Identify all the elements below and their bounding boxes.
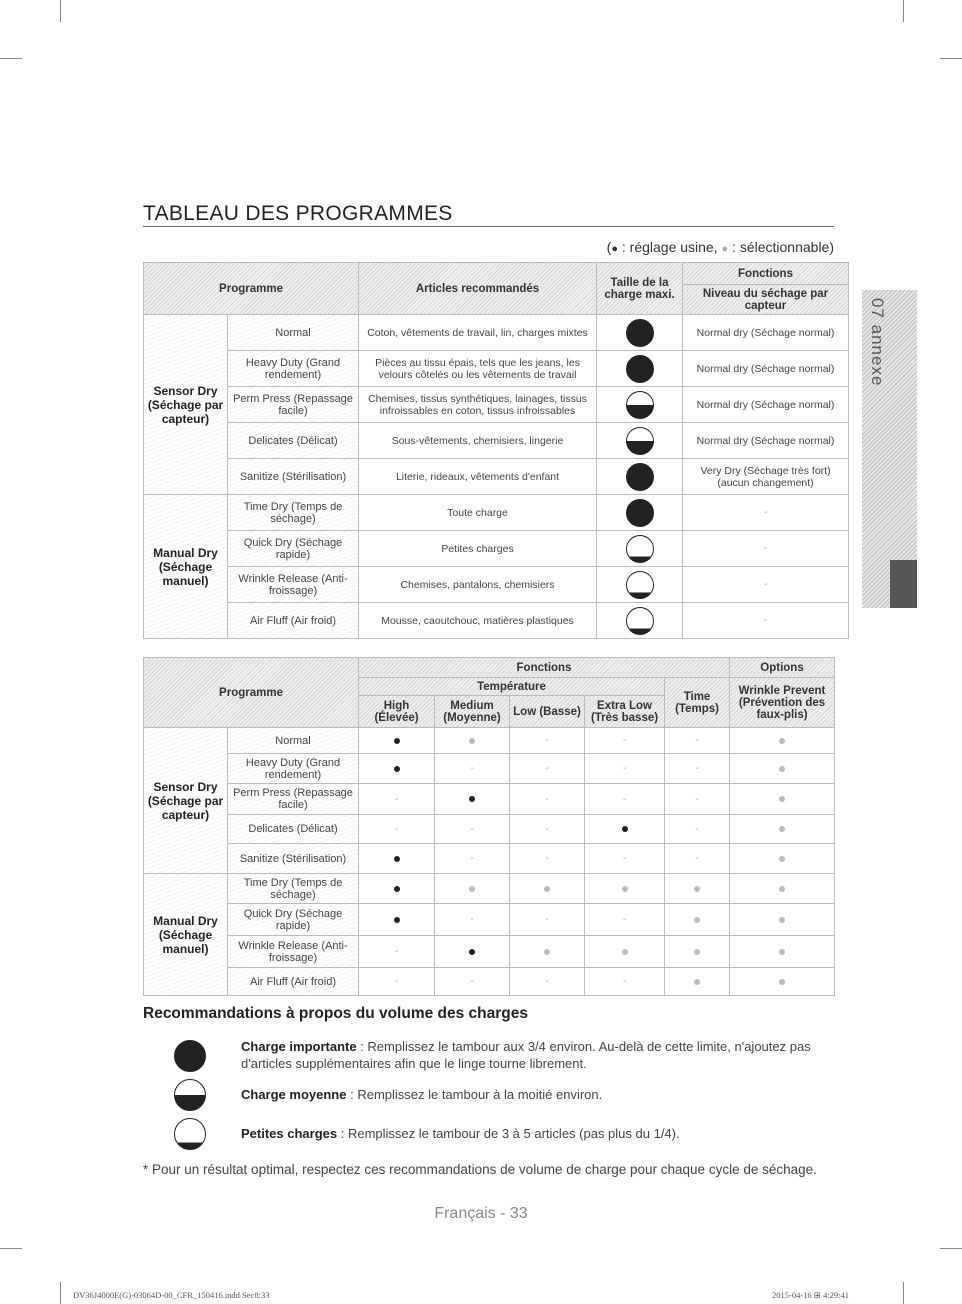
header-articles: Articles recommandés bbox=[359, 263, 597, 315]
table-row bbox=[144, 815, 835, 844]
table-row bbox=[144, 754, 835, 784]
selectable-dot-icon bbox=[779, 886, 785, 892]
header-functions: Fonctions bbox=[359, 658, 730, 678]
load-small-icon bbox=[626, 571, 654, 599]
table-row bbox=[144, 387, 849, 423]
crop-mark bbox=[940, 1248, 962, 1249]
cell-wrinkle-prevent bbox=[730, 728, 835, 754]
group-label: Manual Dry (Séchage manuel) bbox=[144, 874, 228, 996]
cell-high: - bbox=[359, 784, 435, 815]
cell-low: - bbox=[510, 784, 585, 815]
recommendation-medium bbox=[241, 1086, 831, 1103]
recommended-articles: Sous-vêtements, chemisiers, lingerie bbox=[359, 423, 597, 459]
cell-time: - bbox=[665, 844, 730, 874]
dry-level: - bbox=[683, 567, 849, 603]
programme-name: Air Fluff (Air froid) bbox=[228, 603, 359, 639]
table-row bbox=[144, 531, 849, 567]
cell-high: - bbox=[359, 936, 435, 968]
cell-low: - bbox=[510, 815, 585, 844]
header-options: Options bbox=[730, 658, 835, 678]
selectable-dot-icon bbox=[469, 886, 475, 892]
recommended-articles: Coton, vêtements de travail, lin, charges mixtes bbox=[359, 315, 597, 351]
table-row bbox=[144, 567, 849, 603]
cell-high bbox=[359, 874, 435, 904]
selectable-dot-icon bbox=[694, 949, 700, 955]
cell-wrinkle-prevent bbox=[730, 784, 835, 815]
cell-wrinkle-prevent bbox=[730, 968, 835, 996]
programme-name: Quick Dry (Séchage rapide) bbox=[228, 904, 359, 936]
selectable-dot-icon bbox=[694, 886, 700, 892]
table-row bbox=[144, 495, 849, 531]
cell-low: - bbox=[510, 728, 585, 754]
crop-mark bbox=[60, 0, 61, 22]
cell-low bbox=[510, 874, 585, 904]
chapter-label: 07 annexe bbox=[868, 298, 887, 387]
load-large-icon bbox=[626, 463, 654, 491]
recommendation-large bbox=[241, 1038, 831, 1072]
cell-time bbox=[665, 904, 730, 936]
load-icon-large bbox=[174, 1040, 206, 1072]
cell-high bbox=[359, 904, 435, 936]
cell-medium bbox=[435, 936, 510, 968]
selectable-dot-icon bbox=[622, 949, 628, 955]
selectable-dot-icon bbox=[779, 766, 785, 772]
footer-file-name: DV36J4000E(G)-03064D-00_CFR_150416.indd Sec8:33 bbox=[73, 1290, 270, 1300]
cell-low: - bbox=[510, 904, 585, 936]
recommended-articles: Petites charges bbox=[359, 531, 597, 567]
cell-time bbox=[665, 936, 730, 968]
load-large-icon bbox=[626, 499, 654, 527]
table-row bbox=[144, 784, 835, 815]
cell-wrinkle-prevent bbox=[730, 904, 835, 936]
programme-name: Delicates (Délicat) bbox=[228, 815, 359, 844]
cell-low: - bbox=[510, 844, 585, 874]
recommendation-label: Charge importante bbox=[241, 1039, 357, 1054]
selectable-dot-icon bbox=[694, 917, 700, 923]
factory-setting-dot-icon bbox=[394, 766, 400, 772]
legend-open: ( bbox=[606, 239, 612, 255]
programme-name: Normal bbox=[228, 315, 359, 351]
table-row bbox=[144, 936, 835, 968]
title-rule bbox=[143, 226, 834, 227]
cell-medium bbox=[435, 784, 510, 815]
selectable-dot-icon bbox=[622, 886, 628, 892]
dry-level: Normal dry (Séchage normal) bbox=[683, 387, 849, 423]
table-row bbox=[144, 315, 849, 351]
cell-extra-low: - bbox=[585, 904, 665, 936]
load-small-icon bbox=[626, 607, 654, 635]
legend bbox=[607, 239, 834, 255]
header-temperature: Température bbox=[359, 678, 665, 696]
factory-setting-dot-icon bbox=[622, 826, 628, 832]
table-row bbox=[144, 351, 849, 387]
table-row bbox=[144, 844, 835, 874]
header-dry-level: Niveau du séchage par capteur bbox=[683, 285, 849, 315]
load-size-cell bbox=[597, 567, 683, 603]
programme-name: Sanitize (Stérilisation) bbox=[228, 459, 359, 495]
recommended-articles: Toute charge bbox=[359, 495, 597, 531]
crop-mark bbox=[903, 0, 904, 22]
cell-extra-low: - bbox=[585, 728, 665, 754]
header-functions: Fonctions bbox=[683, 263, 849, 285]
cell-extra-low bbox=[585, 815, 665, 844]
cell-extra-low: - bbox=[585, 784, 665, 815]
factory-setting-dot-icon bbox=[469, 796, 475, 802]
header-programme: Programme bbox=[144, 263, 359, 315]
selectable-dot-icon bbox=[779, 917, 785, 923]
factory-setting-dot-icon bbox=[394, 886, 400, 892]
cell-medium: - bbox=[435, 968, 510, 996]
recommendation-text: : Remplissez le tambour de 3 à 5 articles (pas plus du 1/4). bbox=[337, 1126, 680, 1141]
programme-name: Heavy Duty (Grand rendement) bbox=[228, 754, 359, 784]
recommendation-small bbox=[241, 1125, 831, 1142]
dry-level: Normal dry (Séchage normal) bbox=[683, 423, 849, 459]
recommendation-label: Petites charges bbox=[241, 1126, 338, 1141]
large-load-icon bbox=[174, 1040, 206, 1072]
recommendation-text: : Remplissez le tambour à la moitié environ. bbox=[346, 1087, 603, 1102]
programme-name: Sanitize (Stérilisation) bbox=[228, 844, 359, 874]
load-small-icon bbox=[626, 535, 654, 563]
footer-timestamp: 2015-04-16 ⊞ 4:29:41 bbox=[772, 1290, 850, 1300]
load-icon-medium bbox=[174, 1079, 206, 1111]
chapter-tab-marker bbox=[890, 560, 917, 608]
cell-time: - bbox=[665, 728, 730, 754]
group-label: Sensor Dry (Séchage par capteur) bbox=[144, 728, 228, 874]
footnote: * Pour un résultat optimal, respectez ces recommandations de volume de charge pour chaque cycle de séchage. bbox=[143, 1162, 817, 1177]
cell-extra-low: - bbox=[585, 844, 665, 874]
crop-mark bbox=[903, 1282, 904, 1304]
dry-level: - bbox=[683, 531, 849, 567]
recommended-articles: Literie, rideaux, vêtements d'enfant bbox=[359, 459, 597, 495]
programme-name: Perm Press (Repassage facile) bbox=[228, 784, 359, 815]
cell-medium: - bbox=[435, 904, 510, 936]
cell-wrinkle-prevent bbox=[730, 844, 835, 874]
cell-wrinkle-prevent bbox=[730, 754, 835, 784]
header-extra-low: Extra Low (Très basse) bbox=[585, 696, 665, 728]
cell-wrinkle-prevent bbox=[730, 874, 835, 904]
cell-high bbox=[359, 844, 435, 874]
programme-name: Perm Press (Repassage facile) bbox=[228, 387, 359, 423]
group-label: Sensor Dry (Séchage par capteur) bbox=[144, 315, 228, 495]
programme-table bbox=[143, 262, 849, 639]
dry-level: Normal dry (Séchage normal) bbox=[683, 315, 849, 351]
legend-factory-dot: ● bbox=[611, 243, 618, 255]
crop-mark bbox=[0, 58, 22, 59]
group-label: Manual Dry (Séchage manuel) bbox=[144, 495, 228, 639]
load-size-cell bbox=[597, 387, 683, 423]
header-wrinkle-prevent: Wrinkle Prevent (Prévention des faux-plis) bbox=[730, 678, 835, 728]
load-size-cell bbox=[597, 603, 683, 639]
load-size-cell bbox=[597, 315, 683, 351]
selectable-dot-icon bbox=[779, 796, 785, 802]
cell-medium: - bbox=[435, 844, 510, 874]
cell-time: - bbox=[665, 784, 730, 815]
programme-name: Normal bbox=[228, 728, 359, 754]
cell-time: - bbox=[665, 754, 730, 784]
table-row bbox=[144, 874, 835, 904]
table-row bbox=[144, 423, 849, 459]
header-programme: Programme bbox=[144, 658, 359, 728]
selectable-dot-icon bbox=[694, 979, 700, 985]
load-icon-small bbox=[174, 1118, 206, 1150]
programme-name: Time Dry (Temps de séchage) bbox=[228, 495, 359, 531]
recommended-articles: Mousse, caoutchouc, matières plastiques bbox=[359, 603, 597, 639]
load-large-icon bbox=[626, 319, 654, 347]
cell-extra-low: - bbox=[585, 968, 665, 996]
cell-extra-low: - bbox=[585, 754, 665, 784]
factory-setting-dot-icon bbox=[394, 917, 400, 923]
selectable-dot-icon bbox=[469, 738, 475, 744]
header-time: Time (Temps) bbox=[665, 678, 730, 728]
page-title: TABLEAU DES PROGRAMMES bbox=[143, 202, 453, 225]
dry-level: - bbox=[683, 603, 849, 639]
cell-low: - bbox=[510, 754, 585, 784]
cell-medium bbox=[435, 728, 510, 754]
recommendations-title: Recommandations à propos du volume des charges bbox=[143, 1005, 529, 1022]
programme-name: Quick Dry (Séchage rapide) bbox=[228, 531, 359, 567]
load-size-cell bbox=[597, 531, 683, 567]
cell-high bbox=[359, 728, 435, 754]
table-row bbox=[144, 459, 849, 495]
cell-low bbox=[510, 936, 585, 968]
programme-name: Heavy Duty (Grand rendement) bbox=[228, 351, 359, 387]
header-low: Low (Basse) bbox=[510, 696, 585, 728]
dry-level: Normal dry (Séchage normal) bbox=[683, 351, 849, 387]
selectable-dot-icon bbox=[779, 738, 785, 744]
cell-high bbox=[359, 754, 435, 784]
load-medium-icon bbox=[626, 427, 654, 455]
table-row bbox=[144, 603, 849, 639]
table-row bbox=[144, 968, 835, 996]
header-medium: Medium (Moyenne) bbox=[435, 696, 510, 728]
recommended-articles: Pièces au tissu épais, tels que les jeans, les velours côtelés ou les vêtements de travail bbox=[359, 351, 597, 387]
header-load-size: Taille de la charge maxi. bbox=[597, 263, 683, 315]
cell-wrinkle-prevent bbox=[730, 815, 835, 844]
cell-time bbox=[665, 968, 730, 996]
functions-options-table bbox=[143, 657, 835, 996]
legend-selectable-dot: ● bbox=[721, 243, 729, 255]
cell-high: - bbox=[359, 968, 435, 996]
dry-level: - bbox=[683, 495, 849, 531]
medium-load-icon bbox=[174, 1079, 206, 1111]
selectable-dot-icon bbox=[544, 949, 550, 955]
load-size-cell bbox=[597, 351, 683, 387]
selectable-dot-icon bbox=[779, 856, 785, 862]
dry-level: Very Dry (Séchage très fort) (aucun changement) bbox=[683, 459, 849, 495]
cell-high: - bbox=[359, 815, 435, 844]
selectable-dot-icon bbox=[779, 949, 785, 955]
factory-setting-dot-icon bbox=[394, 856, 400, 862]
crop-mark bbox=[60, 1282, 61, 1304]
load-size-cell bbox=[597, 423, 683, 459]
load-size-cell bbox=[597, 459, 683, 495]
table-row bbox=[144, 904, 835, 936]
selectable-dot-icon bbox=[779, 979, 785, 985]
cell-medium: - bbox=[435, 815, 510, 844]
programme-name: Time Dry (Temps de séchage) bbox=[228, 874, 359, 904]
crop-mark bbox=[940, 58, 962, 59]
cell-time bbox=[665, 874, 730, 904]
page-number: Français - 33 bbox=[434, 1205, 528, 1222]
selectable-dot-icon bbox=[779, 826, 785, 832]
cell-wrinkle-prevent bbox=[730, 936, 835, 968]
cell-time: - bbox=[665, 815, 730, 844]
table-row bbox=[144, 728, 835, 754]
legend-factory-label: : réglage usine, bbox=[617, 239, 722, 255]
cell-medium bbox=[435, 874, 510, 904]
small-load-icon bbox=[174, 1118, 206, 1150]
load-large-icon bbox=[626, 355, 654, 383]
cell-extra-low bbox=[585, 874, 665, 904]
programme-name: Air Fluff (Air froid) bbox=[228, 968, 359, 996]
programme-name: Wrinkle Release (Anti-froissage) bbox=[228, 567, 359, 603]
factory-setting-dot-icon bbox=[394, 738, 400, 744]
chapter-side-tab bbox=[862, 290, 917, 608]
programme-name: Delicates (Délicat) bbox=[228, 423, 359, 459]
load-size-cell bbox=[597, 495, 683, 531]
cell-medium: - bbox=[435, 754, 510, 784]
factory-setting-dot-icon bbox=[469, 949, 475, 955]
cell-extra-low bbox=[585, 936, 665, 968]
crop-mark bbox=[0, 1248, 22, 1249]
load-medium-icon bbox=[626, 391, 654, 419]
programme-name: Wrinkle Release (Anti-froissage) bbox=[228, 936, 359, 968]
legend-selectable-label: : sélectionnable) bbox=[728, 239, 834, 255]
cell-low: - bbox=[510, 968, 585, 996]
selectable-dot-icon bbox=[544, 886, 550, 892]
recommended-articles: Chemises, tissus synthétiques, lainages, tissus infroissables en coton, tissus infroissables bbox=[359, 387, 597, 423]
recommended-articles: Chemises, pantalons, chemisiers bbox=[359, 567, 597, 603]
header-high: High (Élevée) bbox=[359, 696, 435, 728]
recommendation-label: Charge moyenne bbox=[241, 1087, 347, 1102]
recommendation-text: : Remplissez le tambour aux 3/4 environ. Au-delà de cette limite, n'ajoutez pas d'articles supplémentaires afin que le linge tourne librement. bbox=[241, 1039, 811, 1071]
